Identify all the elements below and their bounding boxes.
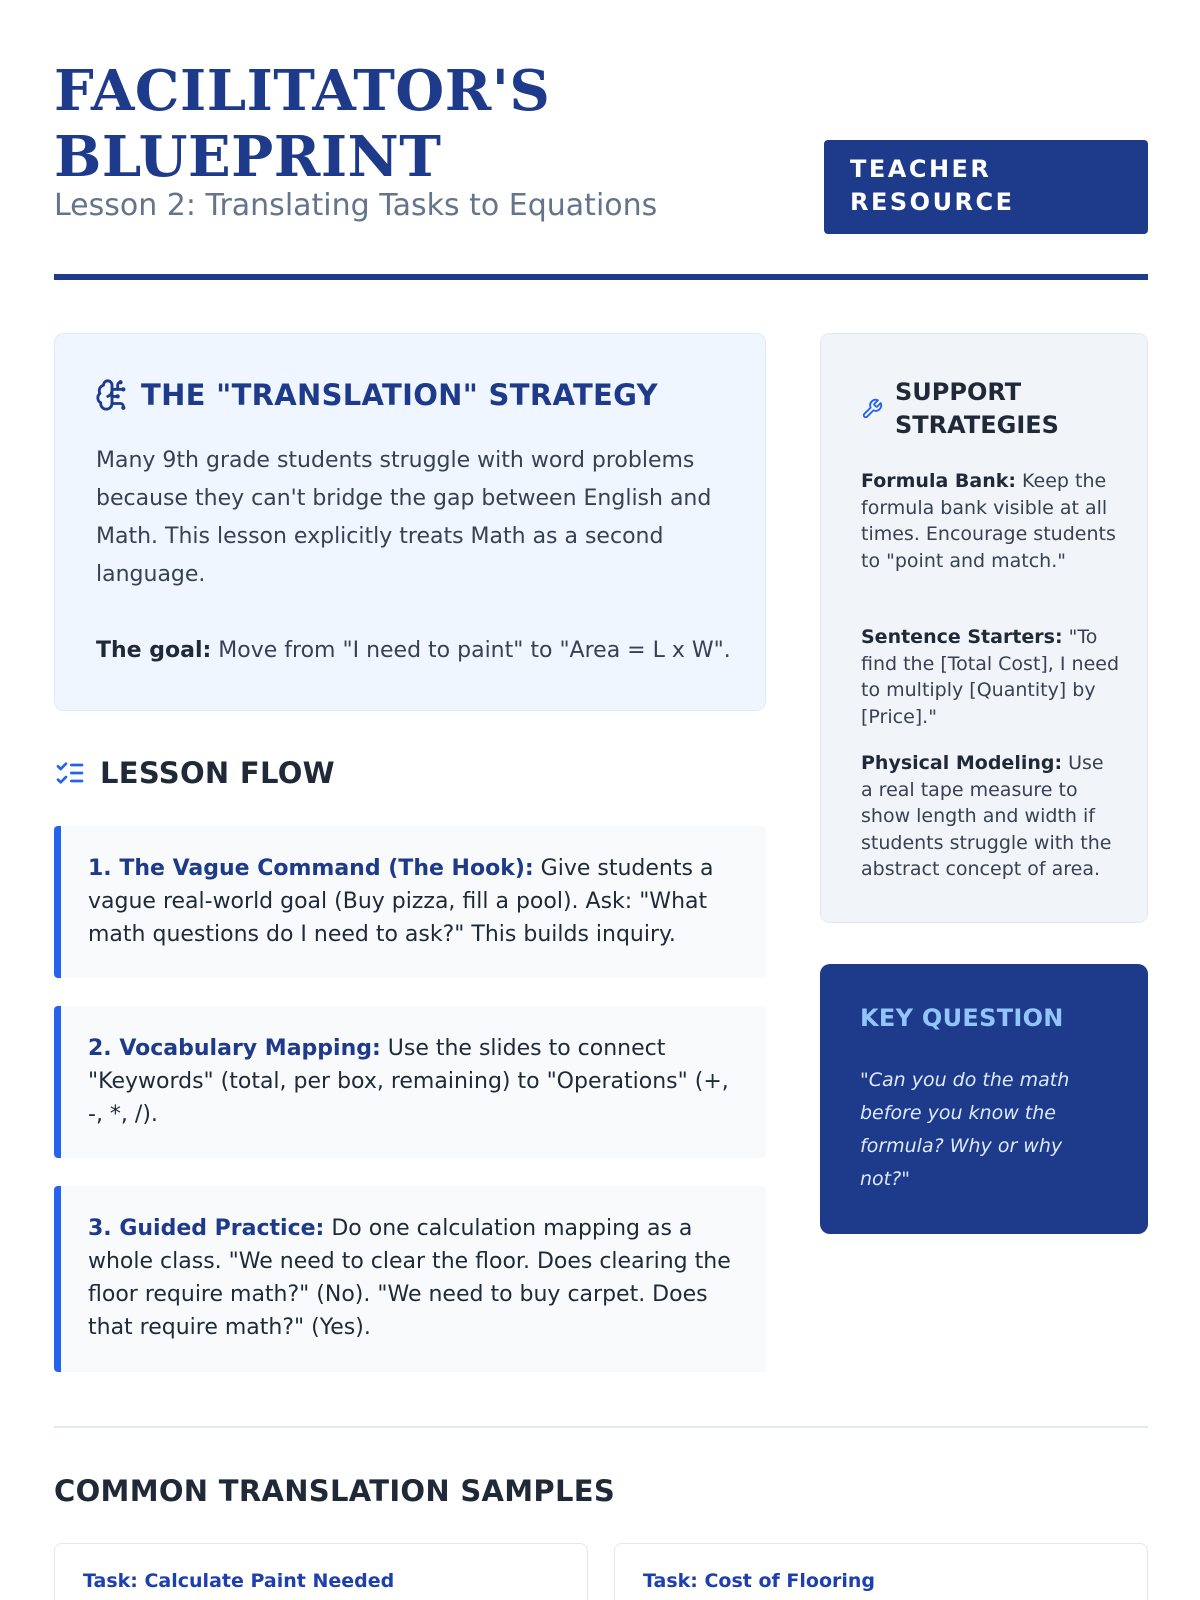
sample-task-label: Task: Calculate Paint Needed — [83, 1570, 395, 1592]
page-subtitle: Lesson 2: Translating Tasks to Equations — [54, 188, 658, 223]
support-heading — [861, 376, 1059, 442]
badge-line-1: TEACHER — [850, 155, 992, 183]
lesson-step-3 — [54, 1186, 766, 1372]
brain-icon — [95, 378, 129, 412]
facilitator-blueprint-page — [54, 0, 1148, 1600]
step-text: Use the slides to connect "Keywords" (total, per box, remaining) to "Operations" (+, -, *, /). — [88, 1036, 729, 1127]
strategy-description: Many 9th grade students struggle with word problems because they can't bridge the gap between English and Math. This lesson explicitly treats Math as a second language. — [96, 448, 712, 587]
sample-card-flooring — [614, 1543, 1148, 1600]
step-text: Do one calculation mapping as a whole class. "We need to clear the floor. Does clearing the floor require math?" (No). "We need to buy carpet. Does that require math?" (Yes). — [88, 1216, 731, 1340]
key-question-title: KEY QUESTION — [860, 1004, 1064, 1032]
lesson-flow-title: LESSON FLOW — [100, 756, 335, 790]
page-title-line-1: FACILITATOR'S — [54, 58, 551, 124]
support-item-sentence-starters — [861, 624, 1119, 730]
lesson-step-2 — [54, 1006, 766, 1158]
strategy-heading — [95, 378, 658, 412]
sample-task-label: Task: Cost of Flooring — [643, 1570, 876, 1592]
support-title-line-2: STRATEGIES — [895, 411, 1059, 439]
support-item-text: "To find the [Total Cost], I need to multiply [Quantity] by [Price]." — [861, 626, 1120, 728]
step-label: 1. The Vague Command (The Hook): — [88, 856, 534, 881]
step-label: 3. Guided Practice: — [88, 1216, 325, 1241]
badge-line-2: RESOURCE — [850, 188, 1015, 216]
lesson-flow-heading — [54, 756, 335, 790]
checklist-icon — [54, 757, 86, 789]
lesson-step-1 — [54, 826, 766, 978]
goal-text: Move from "I need to paint" to "Area = L x W". — [211, 638, 731, 663]
step-label: 2. Vocabulary Mapping: — [88, 1036, 381, 1061]
support-item-text: Keep the formula bank visible at all times. Encourage students to "point and match." — [861, 470, 1116, 572]
page-header — [54, 58, 1148, 282]
section-divider — [54, 1426, 1148, 1428]
step-text: Give students a vague real-world goal (Buy pizza, fill a pool). Ask: "What math questions do I need to ask?" This builds inquiry. — [88, 856, 714, 947]
support-item-label: Sentence Starters: — [861, 626, 1063, 648]
teacher-resource-badge — [824, 140, 1148, 234]
key-question-text: "Can you do the math before you know the formula? Why or why not?" — [860, 1069, 1070, 1190]
goal-label: The goal: — [96, 638, 212, 663]
wrench-icon — [861, 398, 883, 420]
support-title-line-1: SUPPORT — [895, 378, 1022, 406]
support-item-text: Use a real tape measure to show length and width if students struggle with the abstract concept of area. — [861, 752, 1112, 880]
sample-card-paint — [54, 1543, 588, 1600]
strategy-goal — [96, 632, 736, 670]
header-divider — [54, 274, 1148, 280]
support-item-physical-modeling — [861, 750, 1119, 883]
key-question-card — [820, 964, 1148, 1234]
support-strategies-card — [820, 333, 1148, 923]
support-item-formula-bank — [861, 468, 1119, 574]
translation-strategy-card — [54, 333, 766, 711]
page-title — [54, 58, 754, 190]
support-item-label: Physical Modeling: — [861, 752, 1063, 774]
support-item-label: Formula Bank: — [861, 470, 1016, 492]
page-title-line-2: BLUEPRINT — [54, 124, 442, 190]
strategy-title: THE "TRANSLATION" STRATEGY — [141, 378, 658, 412]
samples-title: COMMON TRANSLATION SAMPLES — [54, 1474, 616, 1508]
support-title — [895, 376, 1059, 442]
